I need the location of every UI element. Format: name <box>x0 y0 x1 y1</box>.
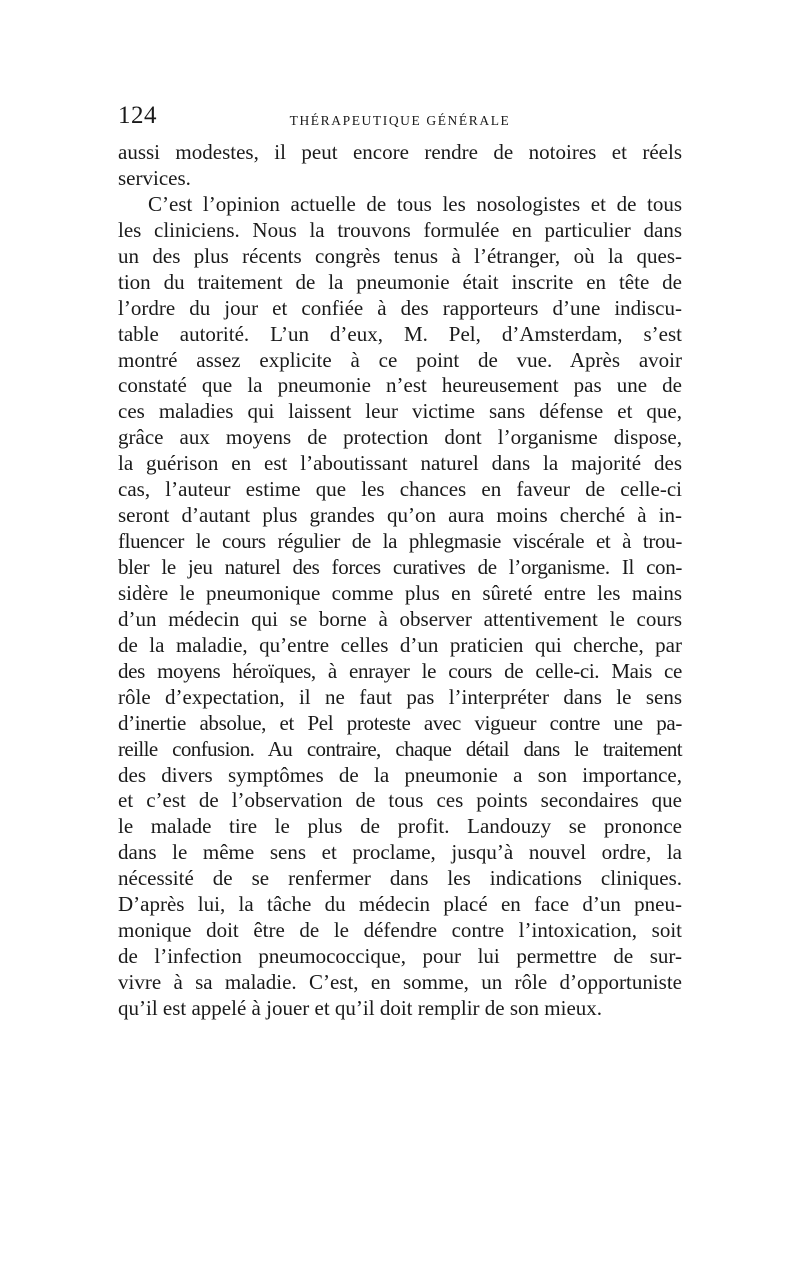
text-line: et c’est de l’observation de tous ces points secondaires que <box>118 788 682 813</box>
text-line: le malade tire le plus de profit. Landouzy se prononce <box>118 814 682 839</box>
text-line: d’inertie absolue, et Pel proteste avec vigueur contre une pa- <box>118 710 682 735</box>
text-line: sidère le pneumonique comme plus en sûreté entre les mains <box>118 580 682 605</box>
text-line: des divers symptômes de la pneumonie a son importance, <box>118 762 682 787</box>
text-line: monique doit être de le défendre contre l’intoxication, soit <box>118 918 682 943</box>
running-title: THÉRAPEUTIQUE GÉNÉRALE <box>289 113 511 128</box>
text-line: C’est l’opinion actuelle de tous les nosologistes et de tous <box>148 191 682 216</box>
body-text <box>118 140 682 1022</box>
text-line: bler le jeu naturel des forces curatives de l’organisme. Il con- <box>118 555 682 579</box>
text-line: grâce aux moyens de protection dont l’organisme dispose, <box>118 425 682 450</box>
text-line: les cliniciens. Nous la trouvons formulée en particulier dans <box>118 217 682 242</box>
text-line: D’après lui, la tâche du médecin placé en face d’un pneu- <box>118 892 682 917</box>
page-number: 124 <box>118 102 157 129</box>
text-line: de la maladie, qu’entre celles d’un praticien qui cherche, par <box>118 632 682 657</box>
text-line: d’un médecin qui se borne à observer attentivement le cours <box>118 606 682 631</box>
text-line: rôle d’expectation, il ne faut pas l’interpréter dans le sens <box>118 684 682 709</box>
text-line: constaté que la pneumonie n’est heureusement pas une de <box>118 373 682 398</box>
text-line: qu’il est appelé à jouer et qu’il doit remplir de son mieux. <box>118 995 603 1020</box>
text-line: aussi modestes, il peut encore rendre de notoires et réels <box>118 140 682 164</box>
text-line: dans le même sens et proclame, jusqu’à nouvel ordre, la <box>118 840 682 865</box>
text-line: l’ordre du jour et confiée à des rapporteurs d’une indiscu- <box>118 295 682 320</box>
text-line: reille confusion. Au contraire, chaque détail dans le traitement <box>118 736 682 761</box>
text-line: des moyens héroïques, à enrayer le cours de celle-ci. Mais ce <box>118 658 682 683</box>
text-line: la guérison en est l’aboutissant naturel dans la majorité des <box>118 451 682 476</box>
text-line: table autorité. L’un d’eux, M. Pel, d’Amsterdam, s’est <box>118 321 682 346</box>
text-line: ces maladies qui laissent leur victime sans défense et que, <box>118 399 682 424</box>
text-line: un des plus récents congrès tenus à l’étranger, où la ques- <box>118 243 682 268</box>
text-line: de l’infection pneumococcique, pour lui permettre de sur- <box>118 944 682 969</box>
text-line: montré assez explicite à ce point de vue. Après avoir <box>118 347 682 372</box>
text-line: nécessité de se renfermer dans les indications cliniques. <box>118 866 682 891</box>
text-line: fluencer le cours régulier de la phlegmasie viscérale et à trou- <box>118 529 682 554</box>
text-line: cas, l’auteur estime que les chances en faveur de celle-ci <box>118 477 682 502</box>
book-page <box>118 96 682 1022</box>
text-line: tion du traitement de la pneumonie était inscrite en tête de <box>118 269 682 294</box>
text-line: seront d’autant plus grandes qu’on aura moins cherché à in- <box>118 503 682 528</box>
text-line: services. <box>118 165 191 190</box>
page-header <box>118 96 682 138</box>
text-line: vivre à sa maladie. C’est, en somme, un rôle d’opportuniste <box>118 970 682 994</box>
